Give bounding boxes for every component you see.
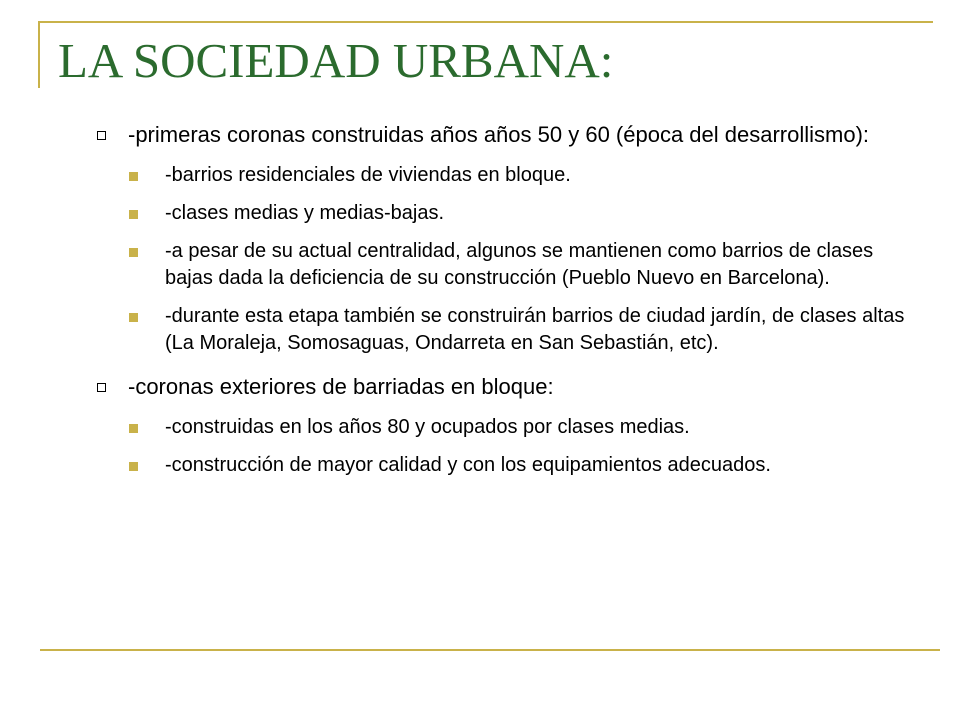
gold-square-bullet-icon [129,424,138,433]
list-item [165,303,910,357]
list-item [165,162,910,189]
left-accent-line [38,21,40,88]
list-item-text: -a pesar de su actual centralidad, algunos se mantienen como barrios de clases bajas dada la deficiencia de su construcción (Pueblo Nuevo en Barcelona). [165,240,874,289]
list-item-text: -construcción de mayor calidad y con los equipamientos adecuados. [165,454,771,476]
section-heading-coronas-exteriores [128,370,898,403]
bottom-divider-line [40,649,940,651]
list-item [165,200,910,227]
gold-square-bullet-icon [129,248,138,257]
slide-title: LA SOCIEDAD URBANA: [58,33,614,88]
list-item-text: -clases medias y medias-bajas. [165,202,444,224]
list-item-text: -barrios residenciales de viviendas en bloque. [165,164,571,186]
list-item [165,414,910,441]
gold-square-bullet-icon [129,172,138,181]
gold-square-bullet-icon [129,462,138,471]
top-divider-line [40,21,933,23]
list-item-text: -construidas en los años 80 y ocupados por clases medias. [165,416,690,438]
list-item [165,452,910,479]
hollow-square-bullet-icon [97,131,106,140]
gold-square-bullet-icon [129,210,138,219]
slide-body [0,118,960,479]
gold-square-bullet-icon [129,313,138,322]
list-item-text: -durante esta etapa también se construirán barrios de ciudad jardín, de clases altas (La Moraleja, Somosaguas, Ondarreta en San Sebastián, etc). [165,305,905,354]
list-item [165,238,910,292]
hollow-square-bullet-icon [97,383,106,392]
section-heading-primeras-coronas [128,118,898,151]
section-heading-text: -primeras coronas construidas años años 50 y 60 (época del desarrollismo): [128,122,870,147]
section-heading-text: -coronas exteriores de barriadas en bloque: [128,374,554,399]
